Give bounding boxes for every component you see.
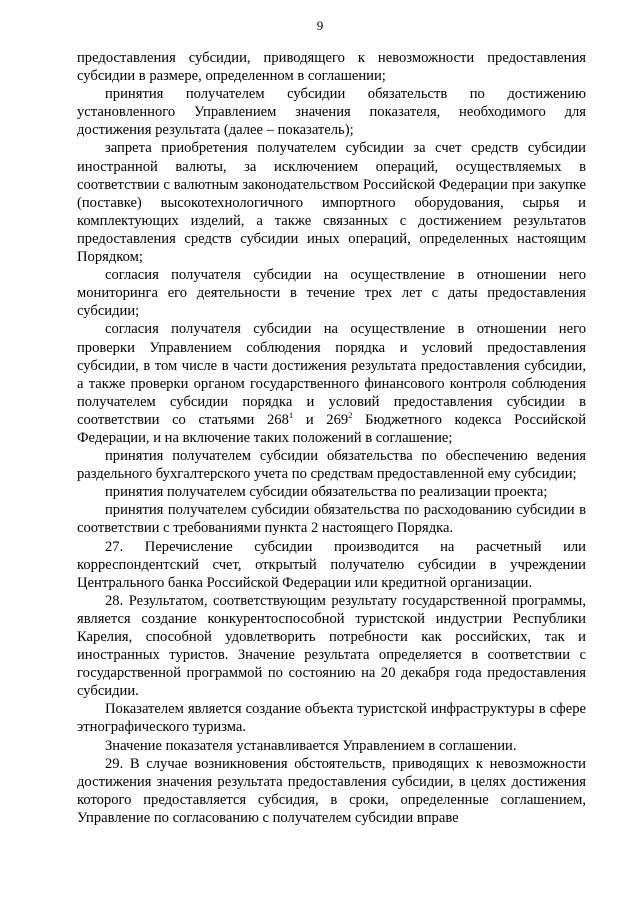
paragraph: принятия получателем субсидии обязательства по реализации проекта; — [105, 484, 548, 501]
page-number: 9 — [316, 18, 324, 33]
document-body — [77, 49, 586, 827]
paragraph: принятия получателем субсидии обязательств по достижению установленного Управлением значения показателя, необходимого для достижения результата (далее – показатель); — [77, 86, 586, 139]
footnote-superscript: 2 — [348, 410, 353, 421]
paragraph: согласия получателя субсидии на осуществление в отношении него мониторинга его деятельности в течение трех лет с даты предоставления субсидии; — [77, 267, 586, 320]
paragraph: Значение показателя устанавливается Управлением в соглашении. — [105, 737, 517, 754]
footnote-superscript: 1 — [288, 410, 294, 421]
paragraph-text: и 269 — [293, 411, 349, 428]
paragraph: предоставления субсидии, приводящего к невозможности предоставления субсидии в размере, определенном в соглашении; — [77, 50, 586, 85]
paragraph: принятия получателем субсидии обязательства по обеспечению ведения раздельного бухгалтерского учета по средствам предоставленной ему субсидии; — [77, 448, 586, 483]
paragraph: 28. Результатом, соответствующим результату государственной программы, является создание конкурентоспособной туристской индустрии Республики Карелия, способной удовлетворить потребности как российских, так и иностранных туристов. Значение результата определяется в соответствии с государственной программой по состоянию на 20 декабря года предоставления субсидии. — [77, 592, 586, 700]
paragraph — [77, 320, 586, 447]
paragraph: Показателем является создание объекта туристской инфраструктуры в сфере этнографического туризма. — [77, 701, 586, 736]
paragraph: 27. Перечисление субсидии производится на расчетный или корреспондентский счет, открытый получателю субсидии в учреждении Центрального банка Российской Федерации или кредитной организации. — [77, 538, 586, 591]
paragraph: 29. В случае возникновения обстоятельств, приводящих к невозможности достижения значения результата предоставления субсидии, в целях достижения которого предоставляется субсидия, в сроки, определенные соглашением, Управление по согласованию с получателем субсидии вправе — [77, 755, 586, 826]
paragraph-text: согласия получателя субсидии на осуществление в отношении него проверки Управлением соблюдения порядка и условий предоставления субсидии, в том числе в части достижения результата предоставления субсидии, а также проверки органом государственного финансового контроля соблюдения получателем субсидии порядка и условий предоставления субсидии в соответствии со статьями 268 — [77, 321, 586, 428]
paragraph-text: Бюджетного кодекса Российской Федерации, и на включение таких положений в соглашение; — [77, 411, 587, 446]
paragraph: принятия получателем субсидии обязательства по расходованию субсидии в соответствии с требованиями пункта 2 настоящего Порядка. — [77, 502, 586, 537]
paragraph: запрета приобретения получателем субсидии за счет средств субсидии иностранной валюты, за исключением операций, осуществляемых в соответствии с валютным законодательством Российской Федерации при закупке (поставке) высокотехнологичного импортного оборудования, сырья и комплектующих изделий, а также связанных с достижением результатов предоставления средств субсидии иных операций, определенных настоящим Порядком; — [77, 140, 586, 266]
